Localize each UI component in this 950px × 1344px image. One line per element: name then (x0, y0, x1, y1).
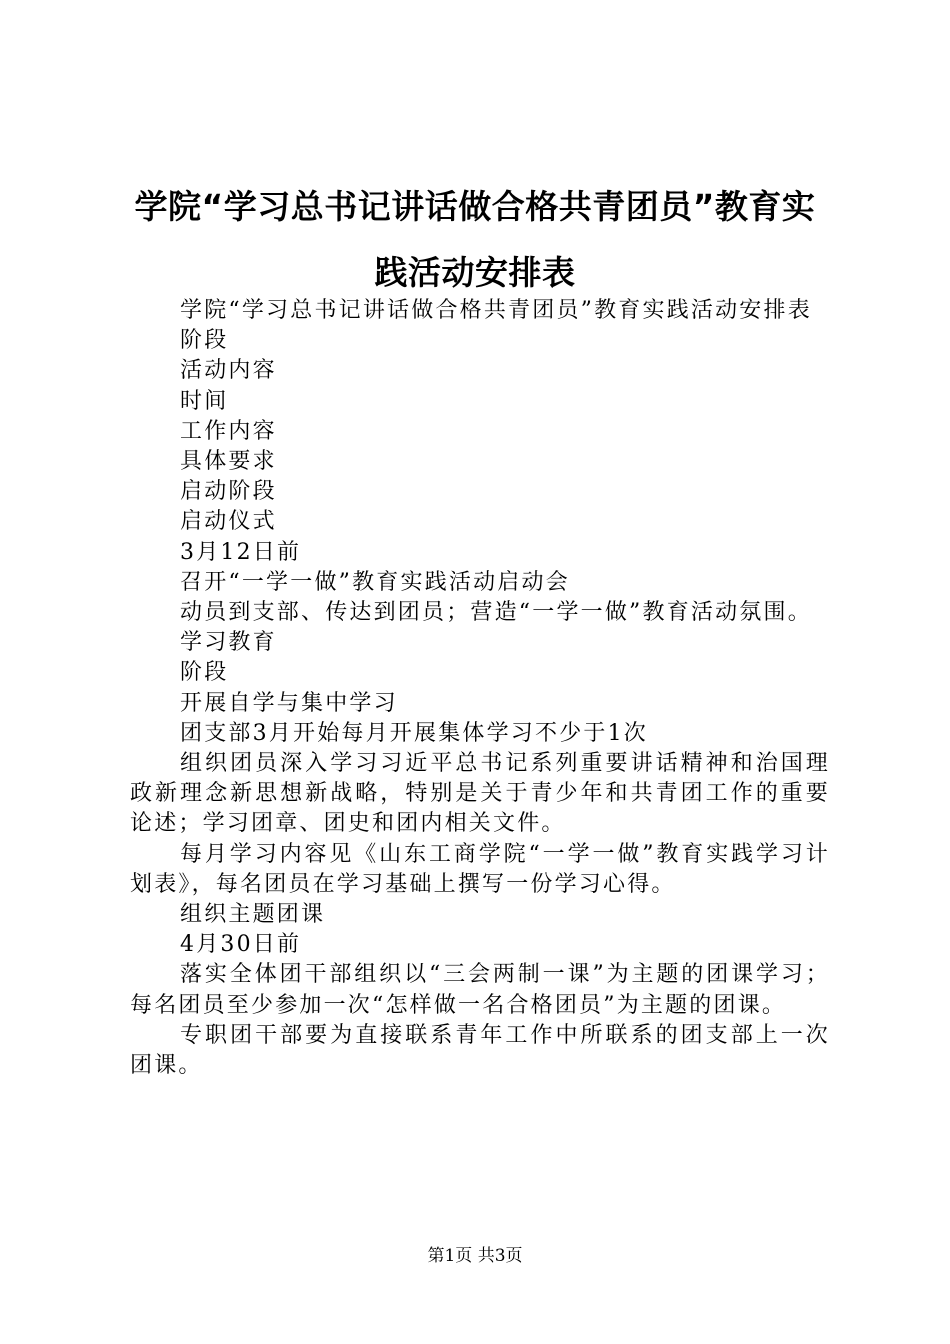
paragraph: 启动阶段 (180, 479, 277, 505)
paragraph: 学院“学习总书记讲话做合格共青团员”教育实践活动安排表 (180, 298, 812, 323)
paragraph: 落实全体团干部组织以“三会两制一课”为主题的团课学习；每名团员至少参加一次“怎样做一名合格团员”为主题的团课。 (130, 962, 830, 1018)
paragraph: 团支部3月开始每月开展集体学习不少于1次 (180, 720, 648, 746)
paragraph: 启动仪式 (180, 509, 277, 535)
document-body (130, 296, 830, 1081)
paragraph: 阶段 (180, 660, 229, 686)
paragraph: 阶段 (180, 328, 229, 354)
paragraph: 活动内容 (180, 358, 277, 384)
paragraph: 时间 (180, 388, 229, 414)
paragraph: 专职团干部要为直接联系青年工作中所联系的团支部上一次团课。 (130, 1022, 830, 1079)
document-title: 学院“学习总书记讲话做合格共青团员”教育实践活动安排表 (134, 187, 816, 292)
paragraph: 学习教育 (180, 630, 277, 656)
paragraph: 具体要求 (180, 449, 277, 475)
paragraph: 4月30日前 (180, 932, 302, 958)
page-footer: 第1页 共3页 (427, 1246, 523, 1266)
paragraph: 开展自学与集中学习 (180, 690, 398, 716)
paragraph: 召开“一学一做”教育实践活动启动会 (180, 569, 570, 595)
paragraph: 3月12日前 (180, 539, 302, 565)
paragraph: 每月学习内容见《山东工商学院“一学一做”教育实践学习计划表》，每名团员在学习基础上撰写一份学习心得。 (130, 841, 830, 897)
paragraph: 动员到支部、传达到团员；营造“一学一做”教育活动氛围。 (180, 600, 812, 626)
paragraph: 组织主题团课 (180, 902, 326, 928)
paragraph: 工作内容 (180, 418, 277, 444)
paragraph: 组织团员深入学习习近平总书记系列重要讲话精神和治国理政新理念新思想新战略，特别是关于青少年和共青团工作的重要论述；学习团章、团史和团内相关文件。 (130, 751, 830, 837)
